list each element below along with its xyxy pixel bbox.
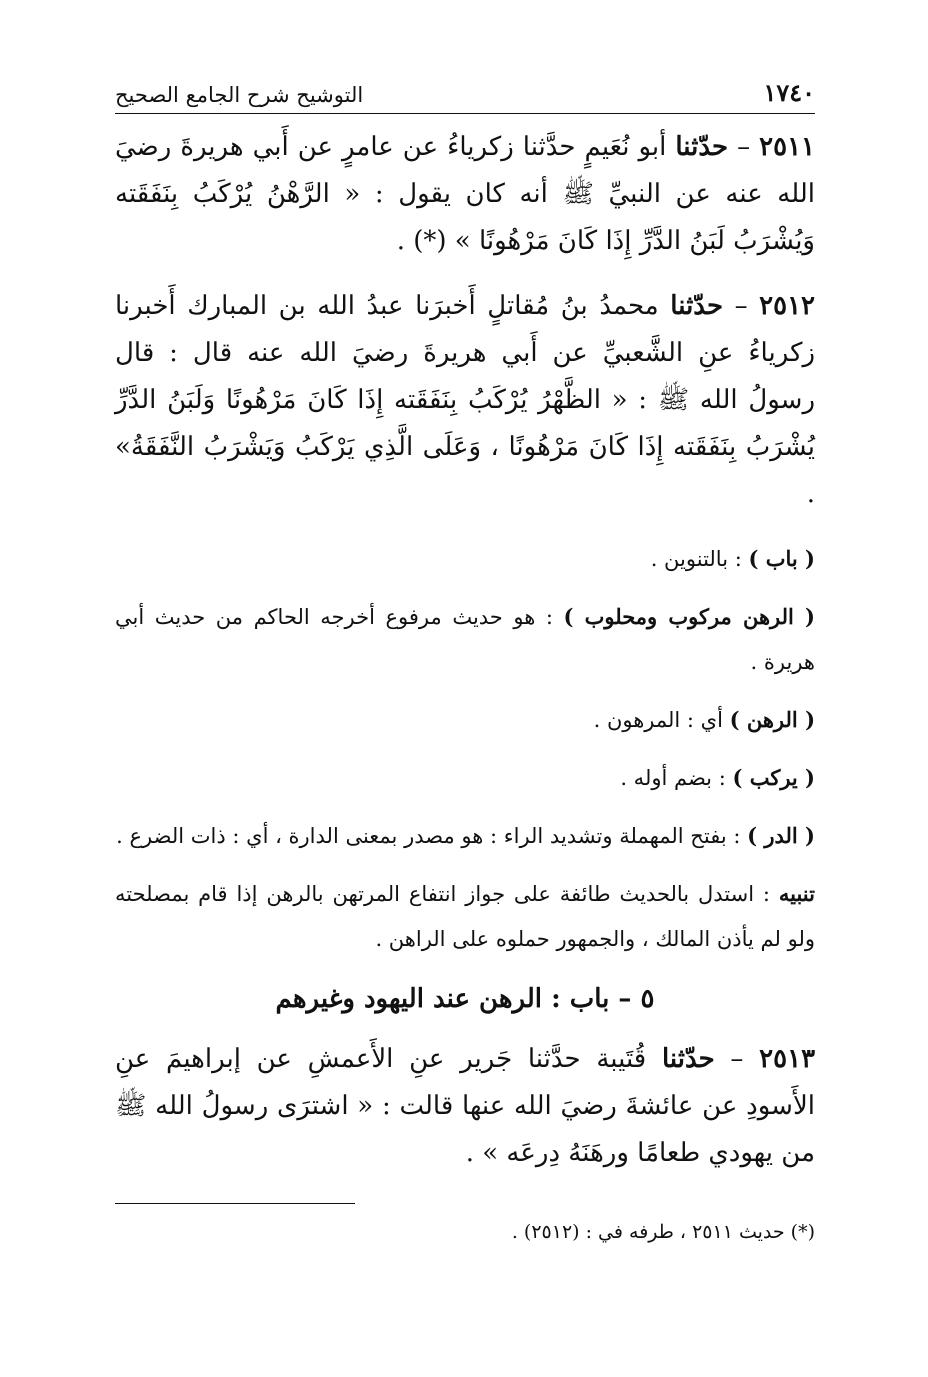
running-header bbox=[115, 78, 815, 114]
note-term: ( يركب ) bbox=[732, 765, 815, 790]
note-term: ( الدر ) bbox=[747, 823, 815, 848]
note-term: ( الرهن ) bbox=[729, 707, 815, 732]
hadith-2511: ٢٥١١ – حدّثنا أبو نُعَيمٍ حدَّثنا زكرياءُ عن عامرٍ عن أَبي هريرةَ رضيَ الله عنه عن النبيِّ ﷺ أنه كان يقول : « الرَّهْنُ يُرْكَبُ بِنَفَقَته وَيُشْرَبُ لَبَنُ الدَّرِّ إِذَا كَانَ مَرْهُونًا » (*) . bbox=[115, 132, 815, 256]
note-term: تنبيه bbox=[778, 881, 815, 906]
hadith-text: قُتَيبة حدَّثنا جَرير عنِ الأَعمشِ عن إبراهيمَ عنِ الأَسودِ عن عائشةَ رضيَ الله عنها قالت : « اشترَى رسولُ الله ﷺ من يهودي طعامًا ورهَنَهُ دِرعَه » . bbox=[115, 1044, 815, 1168]
hadith-lead: حدّثنا bbox=[670, 291, 724, 321]
hadith-text: أبو نُعَيمٍ حدَّثنا زكرياءُ عن عامرٍ عن أَبي هريرةَ رضيَ الله عنه عن النبيِّ ﷺ أنه كان يقول : « الرَّهْنُ يُرْكَبُ بِنَفَقَته وَيُشْرَبُ لَبَنُ الدَّرِّ إِذَا كَانَ مَرْهُونًا » (*) . bbox=[115, 132, 815, 256]
footnote: (*) حديث ٢٥١١ ، طرفه في : (٢٥١٢) . bbox=[511, 1221, 815, 1243]
note-text: : هو حديث مرفوع أخرجه الحاكم من حديث أبي هريرة . bbox=[115, 605, 815, 674]
page-number: ١٧٤٠ bbox=[763, 78, 815, 107]
note-text: : بالتنوين . bbox=[650, 547, 749, 571]
hadith-2512: ٢٥١٢ – حدّثنا محمدُ بنُ مُقاتلٍ أَخبرَنا عبدُ الله بن المبارك أَخبرنا زكرياءُ عنِ الشَّعبيِّ عن أَبي هريرةَ رضيَ الله عنه قال : قال رسولُ الله ﷺ : « الظَّهْرُ يُرْكَبُ بِنَفَقَته إِذَا كَانَ مَرْهُونًا وَلَبَنُ الدَّرِّ يُشْرَبُ بِنَفَقَته إِذَا كَانَ مَرْهُونًا ، وَعَلَى الَّذِي يَرْكَبُ وَيَشْرَبُ النَّفَقَةُ» . bbox=[115, 291, 816, 509]
note-term: ( باب ) bbox=[748, 546, 815, 571]
commentary-note bbox=[115, 594, 815, 685]
footnote-divider bbox=[115, 1203, 355, 1204]
document-page bbox=[115, 78, 815, 1248]
hadith-number: ٢٥١١ bbox=[759, 132, 815, 162]
commentary-note bbox=[115, 813, 815, 859]
hadith-number: ٢٥١٢ bbox=[759, 291, 816, 321]
chapter-heading: ٥ – باب : الرهن عند اليهود وغيرهم bbox=[275, 984, 655, 1014]
note-text: أي : المرهون . bbox=[593, 708, 730, 732]
commentary-note bbox=[115, 755, 815, 801]
commentary-note bbox=[115, 871, 815, 962]
note-text: : بضم أوله . bbox=[620, 766, 733, 790]
book-title: التوشيح شرح الجامع الصحيح bbox=[115, 83, 364, 107]
hadith-lead: حدّثنا bbox=[661, 1044, 715, 1074]
note-text: : استدل بالحديث طائفة على جواز انتفاع المرتهن بالرهن إذا قام بمصلحته ولو لم يأذن المالك ، والجمهور حملوه على الراهن . bbox=[115, 882, 815, 951]
commentary-note bbox=[115, 697, 815, 743]
hadith-number: ٢٥١٣ bbox=[759, 1044, 816, 1074]
note-text: : بفتح المهملة وتشديد الراء : هو مصدر بمعنى الدارة ، أي : ذات الضرع . bbox=[116, 824, 748, 848]
note-term: ( الرهن مركوب ومحلوب ) bbox=[563, 604, 815, 629]
hadith-lead: حدّثنا bbox=[675, 132, 729, 162]
commentary-note bbox=[115, 536, 815, 582]
hadith-2513: ٢٥١٣ – حدّثنا قُتَيبة حدَّثنا جَرير عنِ الأَعمشِ عن إبراهيمَ عنِ الأَسودِ عن عائشةَ رضيَ الله عنها قالت : « اشترَى رسولُ الله ﷺ من يهودي طعامًا ورهَنَهُ دِرعَه » . bbox=[115, 1044, 816, 1168]
hadith-text: محمدُ بنُ مُقاتلٍ أَخبرَنا عبدُ الله بن المبارك أَخبرنا زكرياءُ عنِ الشَّعبيِّ عن أَبي هريرةَ رضيَ الله عنه قال : قال رسولُ الله ﷺ : « الظَّهْرُ يُرْكَبُ بِنَفَقَته إِذَا كَانَ مَرْهُونًا وَلَبَنُ الدَّرِّ يُشْرَبُ بِنَفَقَته إِذَا كَانَ مَرْهُونًا ، وَعَلَى الَّذِي يَرْكَبُ وَيَشْرَبُ النَّفَقَةُ» . bbox=[115, 291, 815, 509]
